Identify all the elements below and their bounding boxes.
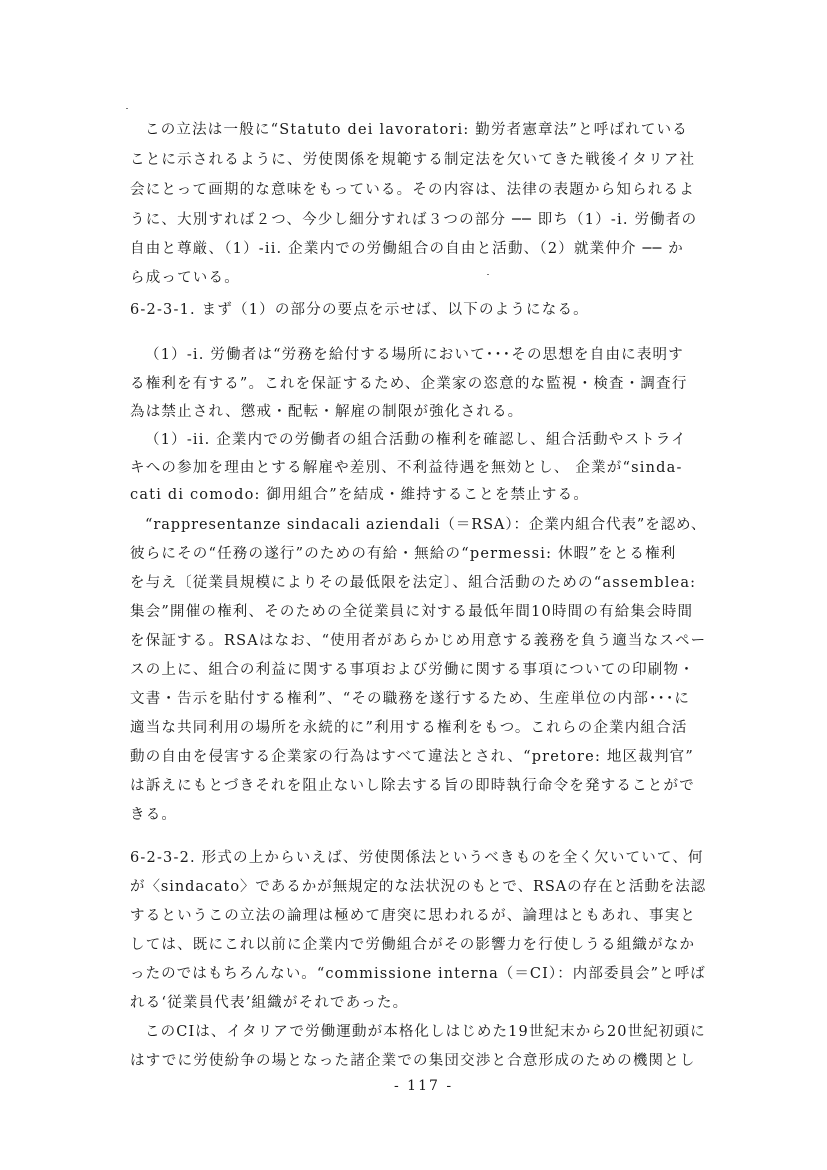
text-line: 為は禁止され、懲戒・配転・解雇の制限が強化される。 [130,404,524,420]
text-line: 会にとって画期的な意味をもっている。その内容は、法律の表題から知られるよ [130,182,695,198]
text-line: 集会”開催の権利、そのための全従業員に対する最低年間10時間の有給集会時間 [130,604,694,620]
text-line: “rappresentanze sindacali aziendali（＝RSA）：企業内組合代表”を認め、 [145,517,707,533]
text-line: れる‘従業員代表’組織がそれであった。 [130,995,409,1011]
scan-speck [487,274,489,275]
text-line: ら成っている。 [130,270,240,286]
text-line: はすでに労使紛争の場となった諸企業での集団交渉と合意形成のための機関とし [130,1053,696,1069]
section-heading: 6-2-3-2. 形式の上からいえば、労使関係法というべきものを全く欠いていて、何 [130,850,704,866]
text-line: 適当な共同利用の場所を永続的に”利用する権利をもつ。これらの企業内組合活 [130,720,688,736]
text-line: しては、既にこれ以前に企業内で労働組合がその影響力を行使しうる組織がなか [130,937,696,953]
text-line: この立法は一般に“Statuto dei lavoratori: 勤労者憲章法”と呼ばれている [145,122,688,138]
text-line: キへの参加を理由とする解雇や差別、不利益待遇を無効とし、 企業が“sinda- [130,460,683,476]
text-line: は訴えにもとづきそれを阻止ないし除去する旨の即時執行命令を発することがで [130,778,695,794]
text-line: 彼らにその“任務の遂行”のための有給・無給の“permessi: 休暇”をとる権利 [130,546,677,562]
text-line: 文書・告示を貼付する権利”、“その職務を遂行するため、生産単位の内部･･･に [130,691,691,707]
text-line: ことに示されるように、労使関係を規範する制定法を欠いてきた戦後イタリア社 [130,152,696,168]
scan-speck [126,108,128,109]
text-line: きる。 [130,807,178,823]
text-line: （1）-i. 労働者は“労務を給付する場所において･･･その思想を自由に表明す [145,347,684,363]
text-line: ったのではもちろんない。“commissione interna（＝CI）：内部委員会”と呼ば [130,966,706,982]
text-line: cati di comodo: 御用組合”を結成・維持することを禁止する。 [130,487,590,503]
section-heading: 6-2-3-1. まず（1）の部分の要点を示せば、以下のようになる。 [130,302,589,318]
text-line: 自由と尊厳、（1）-ii. 企業内での労働組合の自由と活動、（2）就業仲介 ── か [130,241,684,257]
text-line: を与え〔従業員規模によりその最低限を法定〕、組合活動のための“assemblea: [130,575,697,591]
page-number: - 117 - [394,1078,454,1094]
text-line: を保証する。RSAはなお、“使用者があらかじめ用意する義務を負う適当なスペー [130,633,707,649]
text-line: うに、大別すれば２つ、今少し細分すれば３つの部分 ── 即ち（1）-i. 労働者の [130,212,698,228]
text-line: る権利を有する”。これを保証するため、企業家の恣意的な監視・検査・調査行 [130,376,688,392]
text-line: （1）-ii. 企業内での労働者の組合活動の権利を確認し、組合活動やストライ [145,432,687,448]
text-line: が〈sindacato〉であるかが無規定的な法状況のもとで、RSAの存在と活動を法認 [130,879,707,895]
text-line: するというこの立法の論理は極めて唐突に思われるが、論理はともあれ、事実と [130,908,697,924]
text-line: スの上に、組合の利益に関する事項および労働に関する事項についての印刷物・ [130,662,695,678]
text-line: このCIは、イタリアで労働運動が本格化しはじめた19世紀末から20世紀初頭に [145,1024,706,1040]
text-line: 動の自由を侵害する企業家の行為はすべて違法とされ、“pretore: 地区裁判官” [130,749,694,765]
